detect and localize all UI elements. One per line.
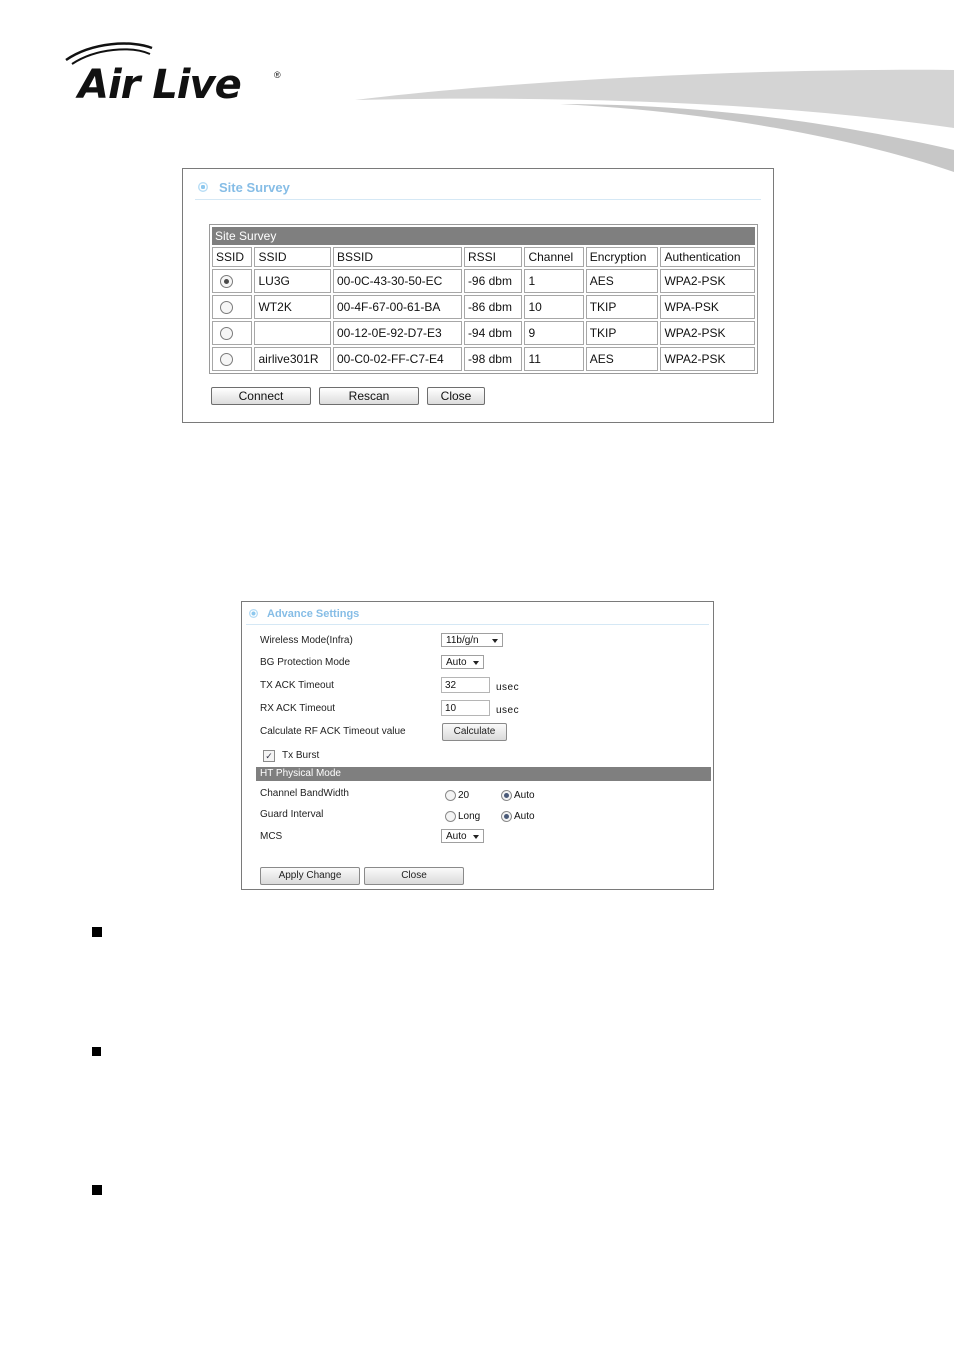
mcs-select[interactable] [441, 829, 484, 843]
bandwidth-auto-label: Auto [514, 790, 535, 801]
logo-text: Air Live [78, 62, 241, 108]
guard-auto-radio[interactable] [501, 811, 512, 822]
close-button[interactable]: Close [427, 387, 485, 405]
cell-encryption: AES [586, 347, 659, 371]
list-bullet [92, 927, 102, 937]
airlive-logo [62, 40, 292, 110]
logo-registered-mark: ® [274, 70, 281, 80]
bg-protection-label: BG Protection Mode [260, 657, 351, 668]
cell-bssid: 00-0C-43-30-50-EC [333, 269, 462, 293]
cell-ssid: airlive301R [254, 347, 330, 371]
cell-rssi: -94 dbm [464, 321, 523, 345]
title-divider [195, 199, 761, 200]
table-row[interactable] [212, 269, 755, 293]
tx-ack-label: TX ACK Timeout [260, 680, 334, 691]
mcs-label: MCS [260, 831, 283, 842]
rx-ack-input[interactable]: 10 [441, 700, 490, 716]
rx-ack-unit: usec [496, 705, 520, 716]
column-header-bssid: BSSID [333, 247, 462, 267]
cell-bssid: 00-4F-67-00-61-BA [333, 295, 462, 319]
rescan-button[interactable]: Rescan [319, 387, 419, 405]
close-button[interactable]: Close [364, 867, 464, 885]
rx-ack-label: RX ACK Timeout [260, 703, 336, 714]
site-survey-title: Site Survey [219, 180, 290, 195]
row-select-radio[interactable] [220, 301, 233, 314]
guard-long-radio[interactable] [445, 811, 456, 822]
wireless-mode-value: 11b/g/n [446, 635, 479, 646]
connect-button[interactable]: Connect [211, 387, 311, 405]
cell-rssi: -96 dbm [464, 269, 523, 293]
table-row[interactable] [212, 321, 755, 345]
apply-change-button[interactable]: Apply Change [260, 867, 360, 885]
row-select-radio[interactable] [220, 353, 233, 366]
cell-channel: 10 [524, 295, 583, 319]
column-header-ssid: SSID [254, 247, 330, 267]
ht-physical-mode-header: HT Physical Mode [256, 767, 711, 781]
chevron-down-icon [473, 661, 479, 665]
cell-rssi: -98 dbm [464, 347, 523, 371]
tx-burst-label: Tx Burst [282, 750, 320, 761]
mcs-value: Auto [446, 831, 467, 842]
advance-settings-title: Advance Settings [267, 608, 360, 620]
table-row[interactable] [212, 347, 755, 371]
list-bullet [92, 1185, 102, 1195]
cell-channel: 1 [524, 269, 583, 293]
cell-channel: 11 [524, 347, 583, 371]
panel-bullet-icon [198, 182, 208, 192]
row-select-radio[interactable] [220, 275, 233, 288]
guard-interval-label: Guard Interval [260, 809, 324, 820]
cell-encryption: AES [586, 269, 659, 293]
title-divider [246, 624, 709, 625]
channel-bandwidth-label: Channel BandWidth [260, 788, 349, 799]
bandwidth-20-radio[interactable] [445, 790, 456, 801]
cell-ssid: WT2K [254, 295, 330, 319]
cell-authentication: WPA2-PSK [660, 321, 755, 345]
tx-burst-checkbox[interactable]: ✓ [263, 750, 275, 762]
cell-authentication: WPA2-PSK [660, 347, 755, 371]
tx-ack-input[interactable]: 32 [441, 677, 490, 693]
cell-ssid: LU3G [254, 269, 330, 293]
cell-bssid: 00-12-0E-92-D7-E3 [333, 321, 462, 345]
chevron-down-icon [492, 639, 498, 643]
cell-channel: 9 [524, 321, 583, 345]
column-header-select: SSID [212, 247, 252, 267]
guard-long-label: Long [458, 811, 481, 822]
site-survey-group-header: Site Survey [212, 227, 755, 245]
bandwidth-auto-radio[interactable] [501, 790, 512, 801]
site-survey-table [209, 224, 758, 374]
table-header-row [212, 247, 755, 267]
guard-auto-label: Auto [514, 811, 535, 822]
bg-protection-value: Auto [446, 657, 467, 668]
panel-bullet-icon [249, 609, 258, 618]
cell-ssid [254, 321, 330, 345]
column-header-encryption: Encryption [586, 247, 659, 267]
tx-ack-unit: usec [496, 682, 520, 693]
cell-encryption: TKIP [586, 321, 659, 345]
bg-protection-select[interactable] [441, 655, 484, 669]
advance-settings-panel [241, 601, 714, 890]
column-header-rssi: RSSI [464, 247, 523, 267]
table-row[interactable] [212, 295, 755, 319]
column-header-channel: Channel [524, 247, 583, 267]
chevron-down-icon [473, 835, 479, 839]
row-select-radio[interactable] [220, 327, 233, 340]
cell-rssi: -86 dbm [464, 295, 523, 319]
wireless-mode-label: Wireless Mode(Infra) [260, 635, 353, 646]
cell-bssid: 00-C0-02-FF-C7-E4 [333, 347, 462, 371]
cell-authentication: WPA2-PSK [660, 269, 755, 293]
bandwidth-20-label: 20 [458, 790, 470, 801]
cell-encryption: TKIP [586, 295, 659, 319]
column-header-authentication: Authentication [660, 247, 755, 267]
wireless-mode-select[interactable] [441, 633, 503, 647]
calc-rf-label: Calculate RF ACK Timeout value [260, 726, 406, 737]
cell-authentication: WPA-PSK [660, 295, 755, 319]
site-survey-panel [182, 168, 774, 423]
calculate-button[interactable]: Calculate [442, 723, 507, 741]
list-bullet [92, 1047, 101, 1056]
